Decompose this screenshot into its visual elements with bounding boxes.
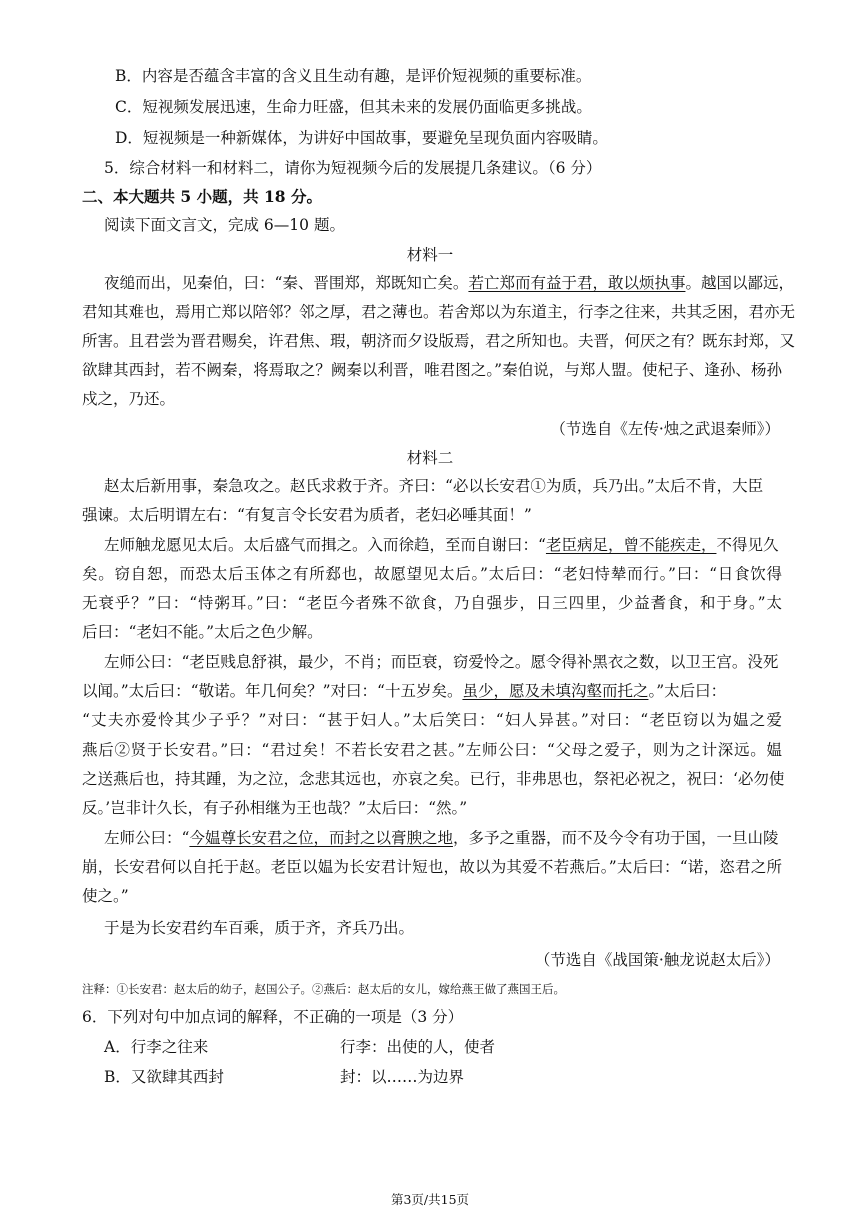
footnotes: 注释：①长安君：赵太后的幼子，赵国公子。②燕后：赵太后的女儿，嫁给燕王做了燕国王后。 — [82, 982, 565, 996]
option-a-explanation: 行李：出使的人，使者 — [340, 1038, 496, 1056]
material2-line: 强谏。太后明谓左右：“有复言令长安君为质者，老妇必唾其面！” — [82, 506, 532, 524]
option-b-explanation: 封：以……为边界 — [340, 1068, 465, 1086]
underlined-sentence: 虽少，愿及未填沟壑而托之 — [462, 682, 649, 700]
material2-title: 材料二 — [406, 449, 454, 467]
underlined-sentence: 若亡郑而有益于君，敢以烦执事 — [468, 274, 686, 292]
material2-line: 使之。” — [82, 887, 129, 905]
material2-line: 左师公曰：“老臣贱息舒祺，最少，不肖；而臣衰，窃爱怜之。愿令得补黑衣之数，以卫王宫。没死 — [104, 653, 779, 671]
material2-source: （节选自《战国策·触龙说赵太后》） — [534, 951, 780, 969]
section-heading: 二、本大题共 5 小题，共 18 分。 — [82, 187, 322, 206]
material2-line: 后曰：“老妇不能。”太后之色少解。 — [82, 623, 323, 641]
material2-line: 左师公曰：“今媪尊长安君之位，而封之以膏腴之地，多予之重器，而不及今令有功于国，一旦山陵 — [104, 829, 779, 847]
material2-line: “丈夫亦爱怜其少子乎？”对曰：“甚于妇人。”太后笑曰：“妇人异甚。”对曰：“老臣窃以为媪之爱 — [82, 711, 782, 729]
material1-source: （节选自《左传·烛之武退秦师》） — [550, 420, 780, 438]
underlined-sentence: 老臣病足，曾不能疾走， — [545, 536, 717, 554]
material2-line: 左师触龙愿见太后。太后盛气而揖之。入而徐趋，至而自谢曰：“老臣病足，曾不能疾走，不得见久 — [104, 536, 779, 554]
material2-line: 赵太后新用事，秦急攻之。赵氏求救于齐。齐曰：“必以长安君①为质，兵乃出。”太后不肯，大臣 — [104, 477, 764, 495]
option-b-q4: B．内容是否蕴含丰富的含义且生动有趣，是评价短视频的重要标准。 — [115, 67, 592, 85]
material2-line: 之送燕后也，持其踵，为之泣，念悲其远也，亦哀之矣。已行，非弗思也，祭祀必祝之，祝曰：‘必勿使 — [82, 770, 785, 788]
material1-line: 夜缒而出，见秦伯，曰：“秦、晋围郑，郑既知亡矣。若亡郑而有益于君，敢以烦执事。越国以鄙远， — [104, 274, 794, 292]
material1-line: 所害。且君尝为晋君赐矣，许君焦、瑕，朝济而夕设版焉，君之所知也。夫晋，何厌之有？既东封郑，又 — [82, 332, 796, 350]
section-instruction: 阅读下面文言文，完成 6—10 题。 — [104, 216, 345, 234]
material2-line: 燕后②贤于长安君。”曰：“君过矣！不若长安君之甚。”左师公曰：“父母之爱子，则为之计深远。媪 — [82, 741, 782, 759]
material2-line: 于是为长安君约车百乘，质于齐，齐兵乃出。 — [104, 919, 415, 937]
material2-line: 无衰乎？”曰：“恃粥耳。”曰：“老臣今者殊不欲食，乃自强步，日三四里，少益耆食，和于身。”太 — [82, 594, 782, 612]
page-number: 第3页/共15页 — [390, 1192, 470, 1207]
option-d-q4: D．短视频是一种新媒体，为讲好中国故事，要避免呈现负面内容吸睛。 — [115, 129, 608, 147]
material2-line: 反。’岂非计久长，有子孙相继为王也哉？”太后曰：“然。” — [82, 799, 468, 817]
question-5: 5．综合材料一和材料二，请你为短视频今后的发展提几条建议。（6 分） — [104, 159, 602, 177]
material2-line: 矣。窃自恕，而恐太后玉体之有所郄也，故愿望见太后。”太后曰：“老妇恃辇而行。”曰：“日食饮得 — [82, 565, 782, 583]
option-c-q4: C．短视频发展迅速，生命力旺盛，但其未来的发展仍面临更多挑战。 — [115, 98, 592, 116]
underlined-sentence: 今媪尊长安君之位，而封之以膏腴之地 — [189, 829, 453, 847]
material1-line: 君知其难也，焉用亡郑以陪邻？邻之厚，君之薄也。若舍郑以为东道主，行李之往来，共其乏困，君亦无 — [82, 303, 796, 321]
material1-title: 材料一 — [406, 246, 454, 264]
material2-line: 崩，长安君何以自托于赵。老臣以媪为长安君计短也，故以为其爱不若燕后。”太后曰：“诺，恣君之所 — [82, 858, 782, 876]
material1-line: 欲肆其西封，若不阙秦，将焉取之？阙秦以利晋，唯君图之。”秦伯说，与郑人盟。使杞子、逢孙、杨孙 — [82, 361, 782, 379]
option-a-text: A．行李之往来 — [104, 1038, 209, 1056]
question-6: 6．下列对句中加点词的解释，不正确的一项是（3 分） — [82, 1008, 464, 1026]
material2-line: 以闻。”太后曰：“敬诺。年几何矣？”对曰：“十五岁矣。虽少，愿及未填沟壑而托之。”太后曰： — [82, 682, 727, 700]
material1-line: 戍之，乃还。 — [82, 390, 176, 408]
option-b-text: B．又欲肆其西封 — [104, 1068, 224, 1086]
